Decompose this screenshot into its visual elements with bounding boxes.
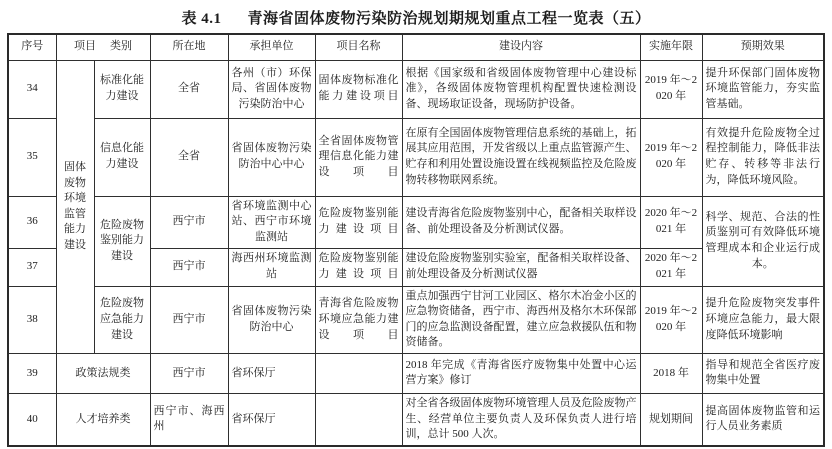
col-header-project: 项目 — [74, 40, 96, 53]
cell-project-name: 青海省危险废物环境应急能力建设项目 — [315, 286, 402, 353]
table-row-35 — [8, 118, 824, 196]
cell-category-merged: 危险废物鉴别能力建设 — [94, 196, 150, 286]
col-header-project-category — [56, 34, 150, 60]
cell-unit: 海西州环境监测站 — [228, 248, 315, 286]
table-row-34 — [8, 60, 824, 118]
cell-years: 2020 年～2021 年 — [640, 248, 702, 286]
cell-project-name: 固体废物标准化能力建设项目 — [315, 60, 402, 118]
cell-location: 西宁市 — [150, 248, 228, 286]
cell-project-category: 政策法规类 — [56, 353, 150, 393]
col-header-location: 所在地 — [150, 34, 228, 60]
cell-content: 根据《国家级和省级固体废物管理中心建设标准》，各级固体废物管理机构配置快速检测设备、现场取证设备，现场防护设备。 — [402, 60, 640, 118]
cell-content: 在原有全国固体废物管理信息系统的基础上，拓展其应用范围，开发省级以上重点监管源产生、贮存和利用处置设施设置在线视频监控及危险废物转移物联网系统。 — [402, 118, 640, 196]
cell-content: 建设青海省危险废物鉴别中心，配备相关取样设备、前处理设备及分析测试仪器。 — [402, 196, 640, 248]
cell-project-name — [315, 393, 402, 445]
cell-effect: 指导和规范全省医疗废物集中处置 — [702, 353, 824, 393]
table-row-38 — [8, 286, 824, 353]
col-header-name: 项目名称 — [315, 34, 402, 60]
table-row-39 — [8, 353, 824, 393]
cell-unit: 各州（市）环保局、省固体废物污染防治中心 — [228, 60, 315, 118]
cell-effect-merged: 科学、规范、合法的性质鉴别可有效降低环境管理成本和企业运行成本。 — [702, 196, 824, 286]
table-title-number: 表 4.1 — [181, 11, 222, 27]
cell-project-name — [315, 353, 402, 393]
cell-no: 37 — [8, 248, 56, 286]
col-header-effect: 预期效果 — [702, 34, 824, 60]
col-header-no: 序号 — [8, 34, 56, 60]
cell-effect: 有效提升危险废物全过程控制能力，降低非法贮存、转移等非法行为，降低环境风险。 — [702, 118, 824, 196]
cell-no: 40 — [8, 393, 56, 445]
table-row-40 — [8, 393, 824, 445]
cell-effect: 提升环保部门固体废物环境监管能力，夯实监管基础。 — [702, 60, 824, 118]
cell-no: 36 — [8, 196, 56, 248]
cell-project-name: 危险废物鉴别能力建设项目 — [315, 196, 402, 248]
cell-unit: 省固体废物污染防治中心 — [228, 286, 315, 353]
cell-location: 全省 — [150, 118, 228, 196]
cell-content: 对全省各级固体废物环境管理人员及危险废物产生、经营单位主要负责人及环保负责人进行培训，总计 500 人次。 — [402, 393, 640, 445]
cell-content: 重点加强西宁甘河工业园区、格尔木冶金小区的应急物资储备，西宁市、海西州及格尔木环保部门的应急监测设备配置，建立应急救援队伍和物资储备。 — [402, 286, 640, 353]
cell-unit: 省环境监测中心站、西宁市环境监测站 — [228, 196, 315, 248]
header-row — [8, 34, 824, 60]
cell-location: 西宁市 — [150, 353, 228, 393]
cell-years: 2019 年～2020 年 — [640, 118, 702, 196]
cell-no: 34 — [8, 60, 56, 118]
cell-project-name: 全省固体废物管理信息化能力建设项目 — [315, 118, 402, 196]
cell-location: 西宁市 — [150, 196, 228, 248]
cell-years: 2018 年 — [640, 353, 702, 393]
table-title-text: 青海省固体废物污染防治规划期规划重点工程一览表（五） — [247, 11, 651, 27]
cell-unit: 省环保厅 — [228, 353, 315, 393]
cell-project-name: 危险废物鉴别能力建设项目 — [315, 248, 402, 286]
cell-location: 全省 — [150, 60, 228, 118]
cell-years: 2019 年～2020 年 — [640, 60, 702, 118]
cell-category: 信息化能力建设 — [94, 118, 150, 196]
cell-no: 35 — [8, 118, 56, 196]
cell-content: 建设危险废物鉴别实验室，配备相关取样设备、前处理设备及分析测试仪器 — [402, 248, 640, 286]
cell-unit: 省环保厅 — [228, 393, 315, 445]
cell-unit: 省固体废物污染防治中心中心 — [228, 118, 315, 196]
cell-category: 危险废物应急能力建设 — [94, 286, 150, 353]
table-title — [0, 0, 832, 33]
projects-table — [7, 33, 825, 447]
cell-category: 标准化能力建设 — [94, 60, 150, 118]
cell-years: 2020 年～2021 年 — [640, 196, 702, 248]
cell-project-category: 人才培养类 — [56, 393, 150, 445]
col-header-unit: 承担单位 — [228, 34, 315, 60]
cell-effect: 提升危险废物突发事件环境应急能力，最大限度降低环境影响 — [702, 286, 824, 353]
col-header-project-category-split — [60, 39, 147, 55]
cell-location: 西宁市 — [150, 286, 228, 353]
col-header-years: 实施年限 — [640, 34, 702, 60]
cell-content: 2018 年完成《青海省医疗废物集中处置中心运营方案》修订 — [402, 353, 640, 393]
cell-project-group: 固体废物环境监管能力建设 — [56, 60, 94, 353]
table-row-36 — [8, 196, 824, 248]
cell-years: 2019 年～2020 年 — [640, 286, 702, 353]
cell-no: 38 — [8, 286, 56, 353]
cell-no: 39 — [8, 353, 56, 393]
cell-effect: 提高固体废物监管和运行人员业务素质 — [702, 393, 824, 445]
col-header-category: 类别 — [110, 40, 132, 53]
cell-years: 规划期间 — [640, 393, 702, 445]
cell-location: 西宁市、海西州 — [150, 393, 228, 445]
col-header-content: 建设内容 — [402, 34, 640, 60]
